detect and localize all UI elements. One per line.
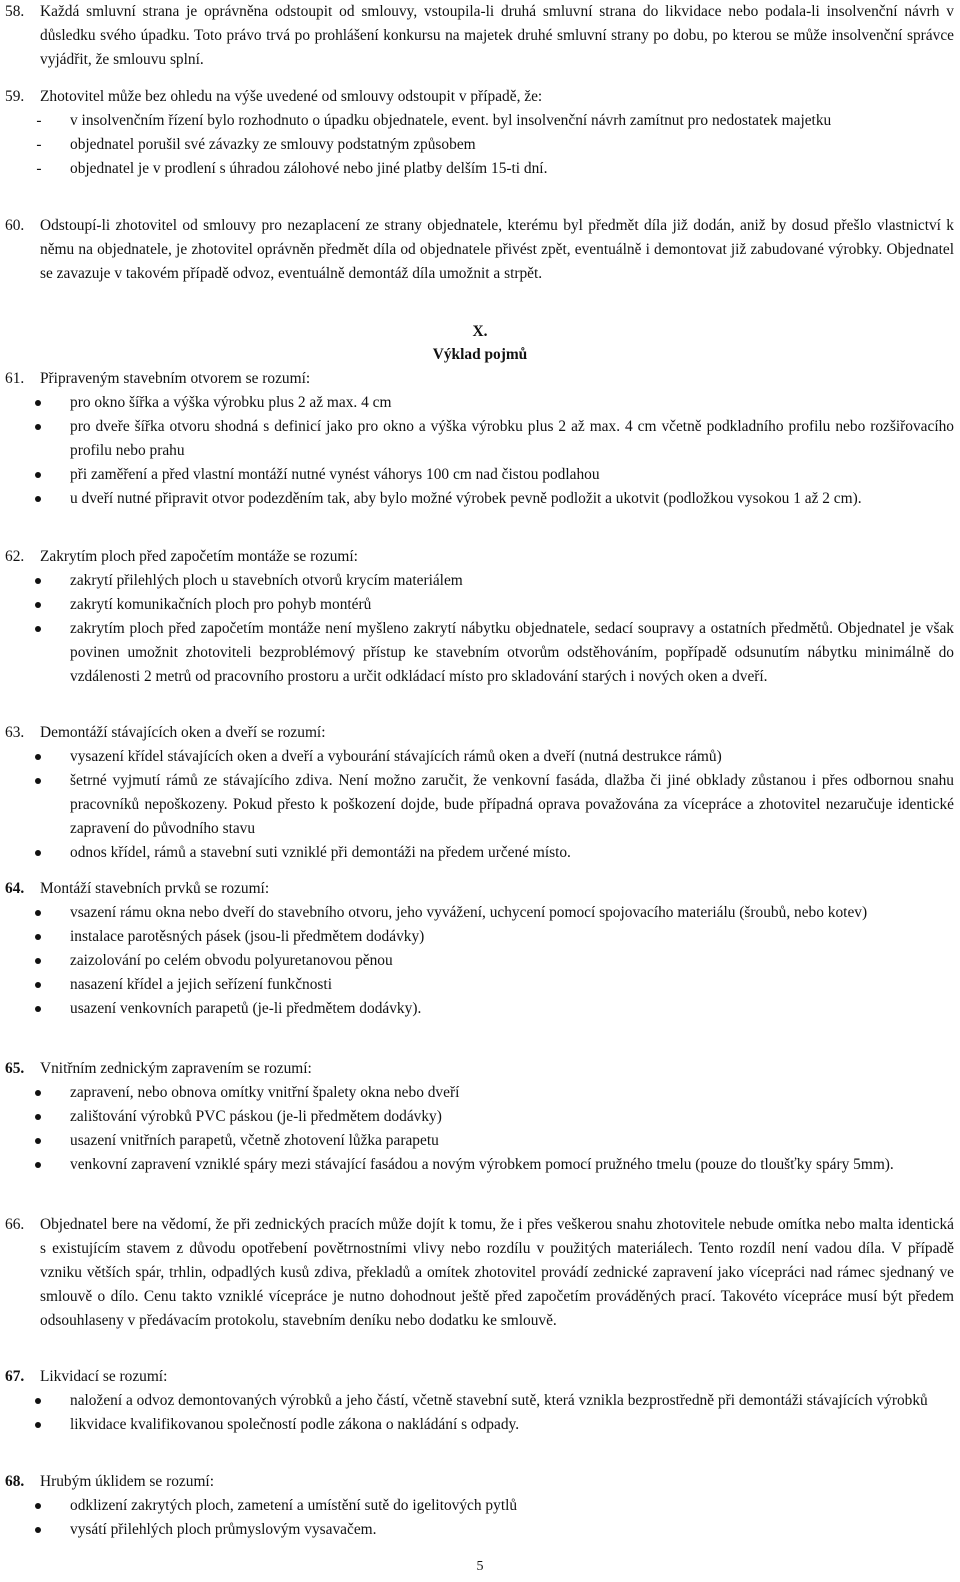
- clause-heading: [5, 367, 954, 391]
- list-item-text: zapravení, nebo obnova omítky vnitřní špalety okna nebo dveří: [70, 1084, 460, 1101]
- clause-67: [5, 1365, 954, 1437]
- clause-heading: [5, 1057, 954, 1081]
- list-item: [5, 949, 954, 973]
- clause-heading: [5, 85, 954, 109]
- clause-text: Každá smluvní strana je oprávněna odstoupit od smlouvy, vstoupila-li druhá smluvní strana do likvidace nebo podala-li insolvenční návrh v důsledku svého úpadku. Toto právo trvá po prohlášení konkursu na majetek druhé smluvní strany po dobu, po kterou se může insolvenční správce vyjádřit, že smlouvu splní.: [40, 3, 954, 68]
- dash-list: [5, 109, 954, 181]
- bullet-icon: [35, 1527, 41, 1533]
- page-number: 5: [476, 1559, 484, 1574]
- list-item-text: vysazení křídel stávajících oken a dveří a vybourání stávajících rámů oken a dveří (nutná destrukce rámů): [70, 748, 722, 765]
- bullet-icon: [35, 1503, 41, 1509]
- bullet-icon: [35, 602, 41, 608]
- clause-65: [5, 1057, 954, 1177]
- list-item: [5, 593, 954, 617]
- bullet-icon: [35, 578, 41, 584]
- clause-paragraph: [5, 214, 954, 286]
- bullet-list: [5, 901, 954, 1021]
- bullet-icon: [35, 1422, 41, 1428]
- list-item-text: pro okno šířka a výška výrobku plus 2 až max. 4 cm: [70, 394, 392, 411]
- clause-64: [5, 877, 954, 1021]
- clause-heading-text: Demontáží stávajících oken a dveří se rozumí:: [40, 724, 326, 741]
- list-item: [5, 769, 954, 841]
- list-item-text: usazení venkovních parapetů (je-li předmětem dodávky).: [70, 1000, 422, 1017]
- list-item: [5, 415, 954, 463]
- list-item: [5, 997, 954, 1021]
- list-item-text: zakrytí komunikačních ploch pro pohyb montérů: [70, 596, 372, 613]
- bullet-icon: [35, 910, 41, 916]
- clause-number: 63.: [5, 724, 25, 741]
- bullet-icon: [35, 1114, 41, 1120]
- list-item: [5, 1389, 954, 1413]
- clause-heading-text: Montáží stavebních prvků se rozumí:: [40, 880, 270, 897]
- clause-heading-text: Likvidací se rozumí:: [40, 1368, 168, 1385]
- bullet-icon: [35, 778, 41, 784]
- bullet-icon: [35, 472, 41, 478]
- clause-paragraph: [5, 1213, 954, 1333]
- clause-heading-text: Zakrytím ploch před započetím montáže se rozumí:: [40, 548, 358, 565]
- bullet-icon: [35, 1006, 41, 1012]
- list-item: [5, 391, 954, 415]
- clause-number: 61.: [5, 370, 25, 387]
- clause-number: 62.: [5, 548, 25, 565]
- list-item-text: při zaměření a před vlastní montáží nutné vynést váhorys 100 cm nad čistou podlahou: [70, 466, 600, 483]
- list-item-text: zakrytím ploch před započetím montáže není myšleno zakrytí nábytku objednatele, sedací soupravy a ostatních předmětů. Objednatel je však povinen umožnit zhotoviteli bezproblémový přístup ke stavebním otvorům odstěhováním, popřípadě odsunutím nábytku minimálně do vzdálenosti 2 metrů od pracovního prostoru a určit odkládací místo pro skladování starých i nových oken a dveří.: [70, 620, 954, 685]
- clause-number: 65.: [5, 1060, 25, 1077]
- bullet-icon: [35, 982, 41, 988]
- clause-heading: [5, 1470, 954, 1494]
- clause-61: [5, 367, 954, 511]
- clause-heading-text: Zhotovitel může bez ohledu na výše uvedené od smlouvy odstoupit v případě, že:: [40, 88, 543, 105]
- list-item-text: odklizení zakrytých ploch, zametení a umístění sutě do igelitových pytlů: [70, 1497, 518, 1514]
- list-item: [5, 901, 954, 925]
- bullet-list: [5, 1081, 954, 1177]
- bullet-icon: [35, 958, 41, 964]
- list-item-text: vsazení rámu okna nebo dveří do stavebního otvoru, jeho vyvážení, uchycení pomocí spojovacího materiálu (šroubů, nebo kotev): [70, 904, 868, 921]
- list-item: [5, 841, 954, 865]
- bullet-list: [5, 1389, 954, 1437]
- bullet-icon: [35, 496, 41, 502]
- list-item-text: instalace parotěsných pásek (jsou-li předmětem dodávky): [70, 928, 425, 945]
- list-item-text: zakrytí přilehlých ploch u stavebních otvorů krycím materiálem: [70, 572, 463, 589]
- list-item: [5, 1494, 954, 1518]
- clause-59: [5, 85, 954, 181]
- list-item-text: pro dveře šířka otvoru shodná s definicí jako pro okno a výška výrobku plus 2 až max. 4 cm včetně podkladního profilu nebo rozšiřovacího profilu nebo prahu: [70, 418, 954, 459]
- clause-heading: [5, 877, 954, 901]
- dash-marker: -: [36, 160, 42, 177]
- chapter-title: Výklad pojmů: [432, 346, 528, 363]
- clause-number: 58.: [5, 3, 25, 20]
- bullet-list: [5, 391, 954, 511]
- clause-number: 66.: [5, 1216, 25, 1233]
- bullet-icon: [35, 1162, 41, 1168]
- clause-62: [5, 545, 954, 689]
- bullet-icon: [35, 424, 41, 430]
- list-item: [5, 1518, 954, 1542]
- bullet-list: [5, 1494, 954, 1542]
- bullet-icon: [35, 1138, 41, 1144]
- bullet-icon: [35, 400, 41, 406]
- clause-number: 64.: [5, 880, 25, 897]
- list-item-text: usazení vnitřních parapetů, včetně zhotovení lůžka parapetu: [70, 1132, 439, 1149]
- list-item-text: zaizolování po celém obvodu polyuretanovou pěnou: [70, 952, 393, 969]
- list-item: [5, 1129, 954, 1153]
- list-item: [5, 925, 954, 949]
- clause-number: 60.: [5, 217, 25, 234]
- bullet-icon: [35, 934, 41, 940]
- list-item: [5, 973, 954, 997]
- list-item: [5, 1081, 954, 1105]
- list-item-text: nasazení křídel a jejich seřízení funkčnosti: [70, 976, 332, 993]
- list-item: [5, 487, 954, 511]
- clause-paragraph: [5, 0, 954, 72]
- bullet-icon: [35, 850, 41, 856]
- list-item: [5, 463, 954, 487]
- list-item-text: u dveří nutné připravit otvor podezděním tak, aby bylo možné výrobek pevně podložit a ukotvit (podložkou vysokou 1 až 2 cm).: [70, 490, 862, 507]
- clause-60: [5, 214, 954, 286]
- list-item-text: zalištování výrobků PVC páskou (je-li předmětem dodávky): [70, 1108, 442, 1125]
- list-item: [5, 109, 954, 133]
- clause-68: [5, 1470, 954, 1542]
- list-item-text: objednatel porušil své závazky ze smlouvy podstatným způsobem: [70, 136, 476, 153]
- clause-heading: [5, 721, 954, 745]
- clause-heading-text: Hrubým úklidem se rozumí:: [40, 1473, 214, 1490]
- list-item-text: šetrné vyjmutí rámů ze stávajícího zdiva. Není možno zaručit, že venkovní fasáda, dlažba či jiné obklady zůstanou i přes odbornou snahu pracovníků nepoškozeny. Pokud přesto k poškození dojde, bude případná oprava považována za vícepráce a zhotovitel nezaručuje identické zapravení do původního stavu: [70, 772, 954, 837]
- list-item-text: naložení a odvoz demontovaných výrobků a jeho částí, včetně stavební sutě, která vznikla bezprostředně při demontáži stávajících výrobků: [70, 1392, 928, 1409]
- list-item-text: likvidace kvalifikovanou společností podle zákona o nakládání s odpady.: [70, 1416, 520, 1433]
- bullet-icon: [35, 626, 41, 632]
- list-item: [5, 745, 954, 769]
- list-item: [5, 569, 954, 593]
- clause-heading: [5, 1365, 954, 1389]
- list-item: [5, 1153, 954, 1177]
- bullet-icon: [35, 1090, 41, 1096]
- bullet-icon: [35, 754, 41, 760]
- list-item: [5, 157, 954, 181]
- clause-heading-text: Vnitřním zednickým zapravením se rozumí:: [40, 1060, 312, 1077]
- list-item-text: vysátí přilehlých ploch průmyslovým vysavačem.: [70, 1521, 377, 1538]
- clause-heading: [5, 545, 954, 569]
- dash-marker: -: [36, 136, 42, 153]
- clause-63: [5, 721, 954, 865]
- clause-number: 68.: [5, 1473, 25, 1490]
- list-item: [5, 1413, 954, 1437]
- clause-66: [5, 1213, 954, 1333]
- clause-number: 59.: [5, 88, 25, 105]
- list-item: [5, 133, 954, 157]
- dash-marker: -: [36, 112, 42, 129]
- clause-text: Objednatel bere na vědomí, že při zednických pracích může dojít k tomu, že i přes veškerou snahu zhotovitele nebude omítka nebo malta identická s existujícím stavem z důvodu opotřebení povětrnostními vlivy nebo rozdílu v použitých materiálech. Tento rozdíl není vadou díla. V případě vzniku větších spár, trhlin, odpadlých kusů zdiva, překladů a omítek zhotovitel provádí zednické zapravení jako vícepráci nad rámec sjednaný ve smlouvě o dílo. Cenu takto vzniklé vícepráce je nutno dohodnout ještě před započetím prováděných prací. Takovéto vícepráce musí být předem odsouhlaseny v předávacím protokolu, stavebním deníku nebo dodatku ke smlouvě.: [40, 1216, 954, 1329]
- bullet-icon: [35, 1398, 41, 1404]
- list-item-text: odnos křídel, rámů a stavební suti vzniklé při demontáži na předem určené místo.: [70, 844, 571, 861]
- clause-number: 67.: [5, 1368, 25, 1385]
- list-item: [5, 1105, 954, 1129]
- bullet-list: [5, 745, 954, 865]
- clause-heading-text: Připraveným stavebním otvorem se rozumí:: [40, 370, 311, 387]
- list-item-text: venkovní zapravení vzniklé spáry mezi stávající fasádou a novým výrobkem pomocí pružného tmelu (pouze do tloušťky spáry 5mm).: [70, 1156, 894, 1173]
- list-item-text: objednatel je v prodlení s úhradou zálohové nebo jiné platby delším 15-ti dní.: [70, 160, 548, 177]
- bullet-list: [5, 569, 954, 689]
- chapter-number: X.: [472, 323, 488, 340]
- list-item-text: v insolvenčním řízení bylo rozhodnuto o úpadku objednatele, event. byl insolvenční návrh zamítnut pro nedostatek majetku: [70, 112, 832, 129]
- list-item: [5, 617, 954, 689]
- clause-58: [5, 0, 954, 72]
- clause-text: Odstoupí-li zhotovitel od smlouvy pro nezaplacení ze strany objednatele, kterému byl předmět díla již dodán, aniž by dosud přešlo vlastnictví k němu na objednatele, je zhotovitel oprávněn předmět díla od objednatele přivést zpět, eventuálně i demontovat již zabudované výrobky. Objednatel se zavazuje v takovém případě odvoz, eventuálně demontáž díla umožnit a strpět.: [40, 217, 954, 282]
